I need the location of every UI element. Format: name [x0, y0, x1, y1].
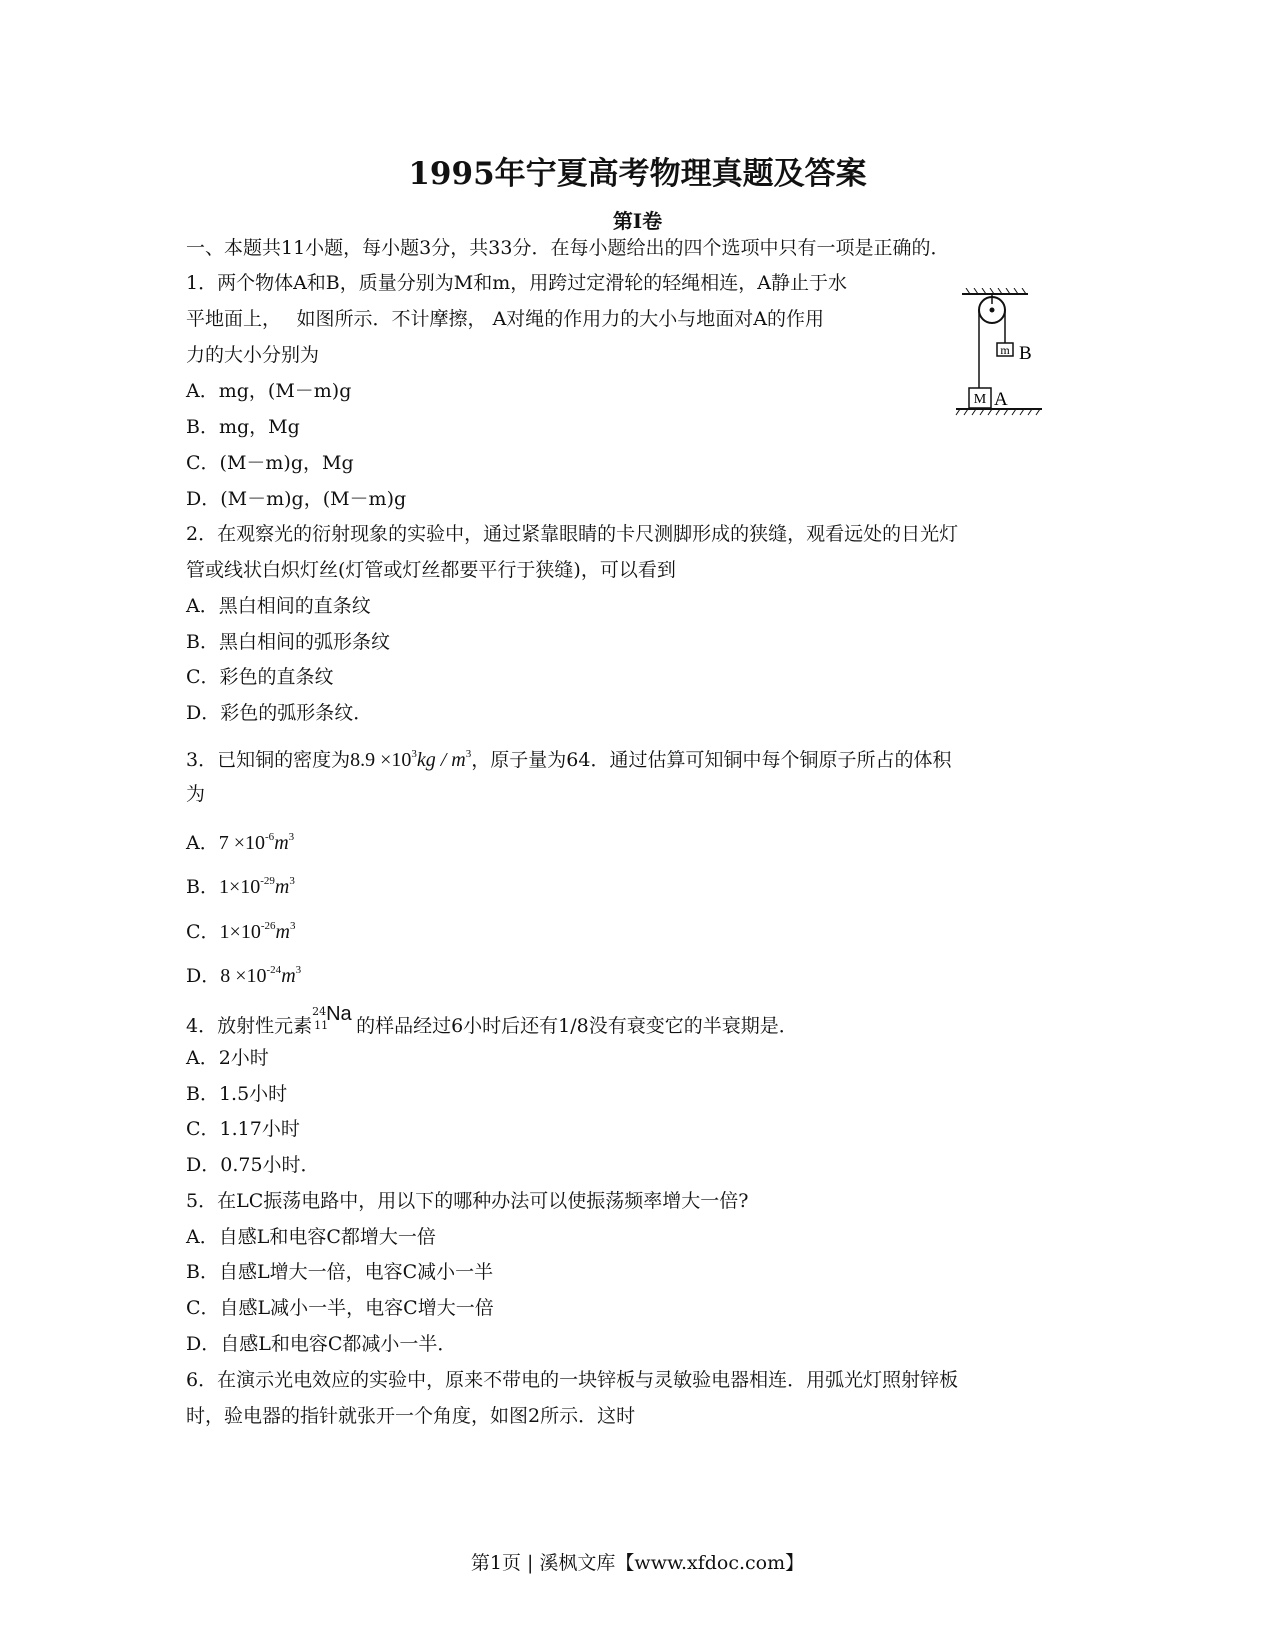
page-footer: 第1页 | 溪枫文库【www.xfdoc.com】	[470, 1552, 805, 1574]
q5-option-a: A．自感L和电容C都增大一倍	[186, 1226, 436, 1248]
q5-line-1: 5．在LC振荡电路中，用以下的哪种办法可以使振荡频率增大一倍?	[186, 1190, 749, 1212]
q2-option-c: C．彩色的直条纹	[186, 666, 334, 688]
q4-prefix: 4．放射性元素	[186, 1015, 313, 1037]
q2-option-d: D．彩色的弧形条纹．	[186, 702, 373, 724]
q2-option-a: A．黑白相间的直条纹	[186, 595, 371, 617]
q1-line-2: 平地面上， 如图所示．不计摩擦， A对绳的作用力的大小与地面对A的作用	[186, 308, 825, 330]
q5-option-b: B．自感L增大一倍，电容C减小一半	[186, 1261, 494, 1283]
body-b-label: B	[1019, 343, 1032, 364]
q2-line-2: 管或线状白炽灯丝(灯管或灯丝都要平行于狭缝)，可以看到	[186, 559, 676, 581]
q4-suffix: 的样品经过6小时后还有1/8没有衰变它的半衰期是．	[356, 1015, 798, 1037]
q2-line-1: 2．在观察光的衍射现象的实验中，通过紧靠眼睛的卡尺测脚形成的狭缝，观看远处的日光灯	[186, 523, 959, 545]
q1-option-b: B．mg，Mg	[186, 416, 300, 438]
q2-option-b: B．黑白相间的弧形条纹	[186, 631, 390, 653]
pulley-figure	[952, 288, 1052, 428]
q1-option-d: D．(M－m)g，(M－m)g	[186, 488, 407, 510]
q3-prefix: 3．已知铜的密度为	[186, 749, 351, 771]
body-a-label: A	[994, 389, 1008, 410]
section-heading: 第Ⅰ卷	[612, 209, 663, 233]
q5-option-d: D．自感L和电容C都减小一半．	[186, 1333, 457, 1355]
q6-line-2: 时，验电器的指针就张开一个角度，如图2所示．这时	[186, 1405, 636, 1427]
q3-line-1	[186, 742, 951, 772]
q3-option-b: B．$1\times 10^{-29}m^3$	[186, 875, 295, 898]
q4-option-b: B．1.5小时	[186, 1083, 288, 1105]
q3-option-a: A．$7 \times 10^{-6}m^3$	[186, 831, 295, 854]
q1-line-1: 1．两个物体A和B，质量分别为M和m，用跨过定滑轮的轻绳相连，A静止于水	[186, 272, 847, 294]
page-title: 1995年宁夏高考物理真题及答案	[408, 156, 867, 192]
q4-option-d: D．0.75小时．	[186, 1154, 320, 1176]
q1-line-3: 力的大小分别为	[186, 344, 320, 366]
q3-option-c: C．$1\times 10^{-26}m^3$	[186, 920, 296, 943]
q5-option-c: C．自感L减小一半，电容C增大一倍	[186, 1297, 494, 1319]
q1-option-c: C．(M－m)g，Mg	[186, 452, 354, 474]
q6-line-1: 6．在演示光电效应的实验中，原来不带电的一块锌板与灵敏验电器相连．用弧光灯照射锌板	[186, 1369, 959, 1391]
q1-option-a: A．mg，(M－m)g	[186, 380, 352, 402]
mass-m-label: m	[1000, 343, 1010, 357]
q3-option-d: D．$8 \times 10^{-24}m^3$	[186, 964, 302, 987]
sodium-nuclide: 24 11 Na	[312, 1003, 352, 1032]
instruction-text: 一、本题共11小题，每小题3分，共33分．在每小题给出的四个选项中只有一项是正确的．	[186, 237, 950, 259]
mass-M-label: M	[973, 392, 987, 407]
q4-option-c: C．1.17小时	[186, 1118, 300, 1140]
q3-density: $8.9 \times 10^3kg / m^3$	[350, 748, 472, 771]
q3-suffix: ，原子量为64．通过估算可知铜中每个铜原子所占的体积	[471, 749, 952, 771]
q4-line-1	[186, 1003, 798, 1038]
q4-option-a: A．2小时	[186, 1047, 269, 1069]
q3-line-2: 为	[186, 783, 206, 805]
